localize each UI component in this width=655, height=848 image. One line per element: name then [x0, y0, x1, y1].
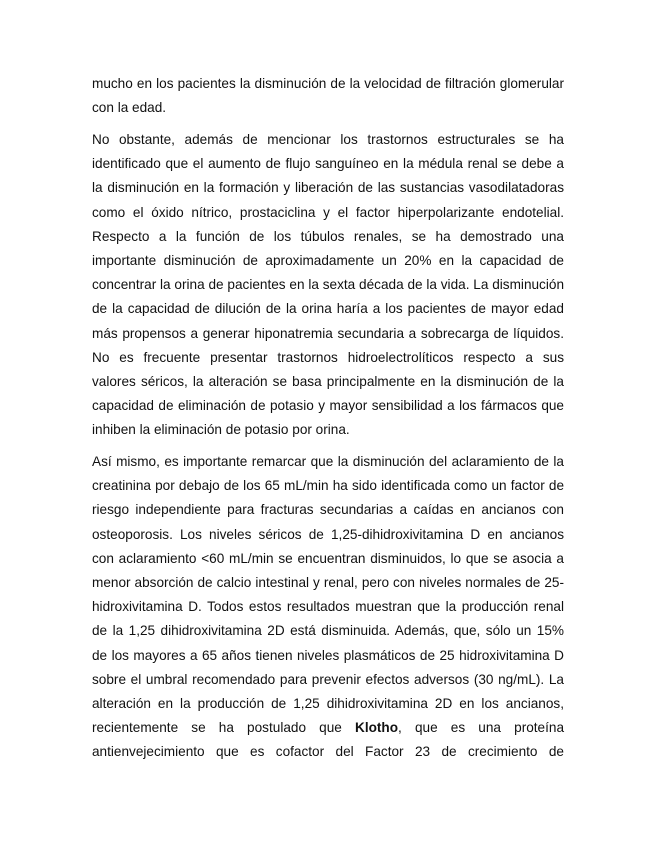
text-line-klotho [92, 716, 564, 740]
text-line: de la capacidad de dilución de la orina haría a los pacientes de mayor edad [92, 301, 564, 317]
text-line: No obstante, además de mencionar los trastornos estructurales se ha [92, 132, 564, 147]
text-line: No es frecuente presentar trastornos hidroelectrolíticos respecto a sus [92, 349, 564, 365]
paragraph-1 [92, 72, 564, 120]
text-line: concentrar la orina de pacientes en la sexta década de la vida. La disminución [92, 277, 564, 293]
paragraph-3 [92, 450, 564, 764]
text-line: mucho en los pacientes la disminución de la velocidad de filtración glomerular [92, 76, 564, 91]
text-line: menor absorción de calcio intestinal y renal, pero con niveles normales de 25- [92, 574, 564, 590]
paragraph-2 [92, 128, 564, 442]
text-line: valores séricos, la alteración se basa principalmente en la disminución de la [92, 373, 564, 389]
text-segment: , que es una proteína [398, 720, 565, 736]
text-line: con aclaramiento <60 mL/min se encuentran disminuidos, lo que se asocia a [92, 550, 564, 566]
klotho-term: Klotho [355, 720, 399, 736]
text-line: más propensos a generar hiponatremia secundaria a sobrecarga de líquidos. [92, 325, 564, 341]
text-line: identificado que el aumento de flujo sanguíneo en la médula renal se debe a [92, 156, 564, 172]
text-line: alteración en la producción de 1,25 dihidroxivitamina 2D en los ancianos, [92, 695, 564, 711]
text-line: Así mismo, es importante remarcar que la disminución del aclaramiento de la [92, 454, 564, 469]
text-line: hidroxivitamina D. Todos estos resultados muestran que la producción renal [92, 599, 564, 615]
text-line: antienvejecimiento que es cofactor del Factor 23 de crecimiento de [92, 744, 564, 760]
text-line: Respecto a la función de los túbulos renales, se ha demostrado una [92, 228, 564, 244]
text-line: riesgo independiente para fracturas secundarias a caídas en ancianos con [92, 502, 564, 518]
text-segment: recientemente se ha postulado que [92, 720, 355, 736]
text-line: osteoporosis. Los niveles séricos de 1,25-dihidroxivitamina D en ancianos [92, 526, 564, 542]
text-line: importante disminución de aproximadamente un 20% en la capacidad de [92, 252, 564, 268]
text-line: como el óxido nítrico, prostaciclina y el factor hiperpolarizante endotelial. [92, 204, 564, 220]
text-line: sobre el umbral recomendado para prevenir efectos adversos (30 ng/mL). La [92, 671, 564, 687]
text-line: capacidad de eliminación de potasio y mayor sensibilidad a los fármacos que [92, 398, 564, 414]
text-line: creatinina por debajo de los 65 mL/min ha sido identificada como un factor de [92, 478, 564, 494]
text-line: la disminución en la formación y liberación de las sustancias vasodilatadoras [92, 180, 564, 196]
text-line: con la edad. [92, 100, 167, 116]
text-line: de la 1,25 dihidroxivitamina 2D está disminuida. Además, que, sólo un 15% [92, 623, 564, 639]
text-line: inhiben la eliminación de potasio por orina. [92, 422, 350, 438]
text-line: de los mayores a 65 años tienen niveles plasmáticos de 25 hidroxivitamina D [92, 647, 564, 663]
